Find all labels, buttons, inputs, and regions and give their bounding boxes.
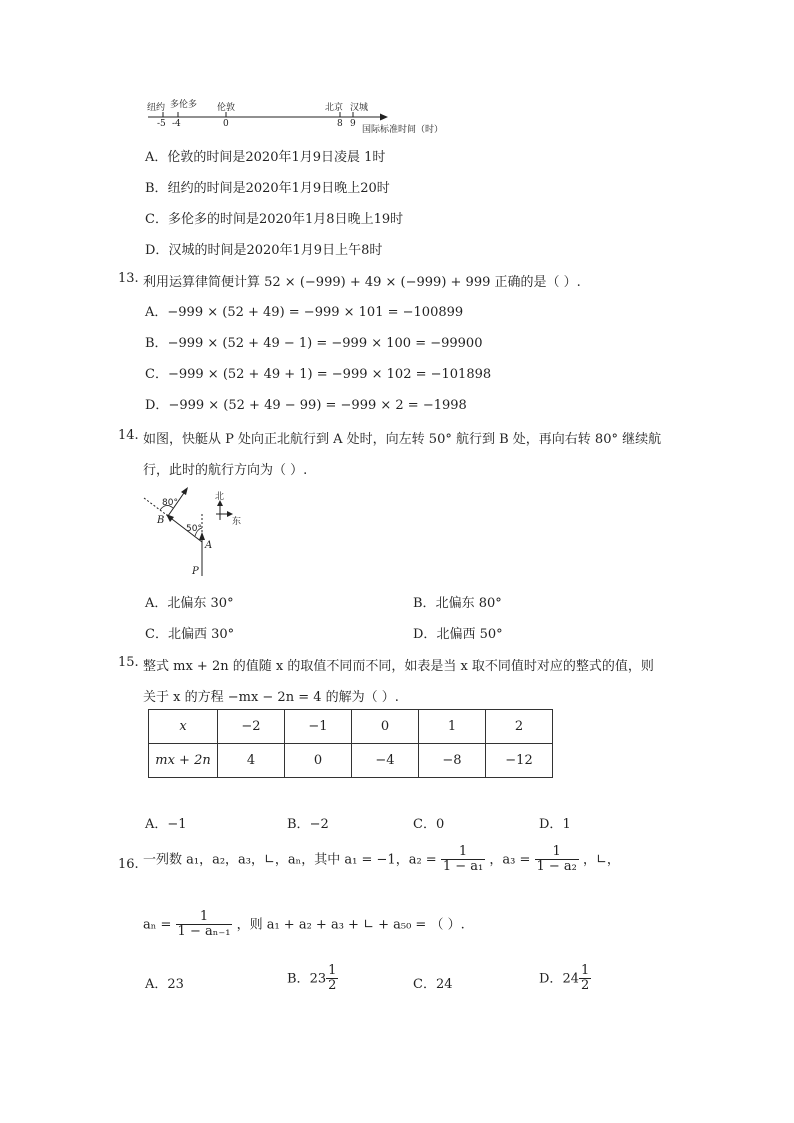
option-letter: A． — [145, 596, 168, 611]
fraction-numerator: 1 — [580, 963, 590, 978]
fraction-denominator: 1 − a₁ — [442, 859, 484, 875]
q13-option-b[interactable] — [145, 332, 482, 351]
option-text: 北偏西 50° — [436, 627, 503, 642]
option-text: 23 — [167, 977, 184, 992]
option-letter: D． — [145, 243, 169, 258]
table-cell: 0 — [352, 710, 419, 744]
table-cell: 2 — [486, 710, 553, 744]
table-cell: 4 — [218, 744, 285, 778]
option-text: 24 — [435, 977, 453, 992]
option-letter: A． — [145, 977, 168, 992]
option-text: 1 — [562, 817, 571, 832]
fraction-denominator: 1 − aₙ₋₁ — [177, 924, 231, 940]
fraction-a3 — [535, 845, 579, 875]
label-toronto: 多伦多 — [170, 100, 198, 110]
question-number: 13. — [118, 271, 139, 286]
table-cell: 1 — [419, 710, 486, 744]
option-letter: A． — [145, 150, 168, 165]
value-table — [148, 709, 553, 778]
question-stem-line2 — [143, 910, 465, 940]
option-text: 北偏东 80° — [435, 596, 502, 611]
compass-north-label: 北 — [215, 492, 225, 502]
option-letter: A． — [145, 305, 168, 320]
q13-option-c[interactable] — [145, 363, 491, 382]
option-letter: D． — [413, 627, 437, 642]
fraction-numerator: 1 — [328, 963, 337, 978]
question-number: 15. — [118, 655, 139, 670]
question-stem-line1 — [143, 845, 620, 875]
option-letter: C． — [145, 212, 168, 227]
angle-label-80: 80° — [162, 498, 178, 508]
question-stem: 利用运算律简便计算 52 × (−999) + 49 × (−999) + 999 正确的是（ ）. — [143, 275, 581, 290]
option-text: 纽约的时间是2020年1月9日晚上20时 — [167, 181, 390, 196]
point-p-label: P — [192, 566, 199, 577]
fraction-an — [176, 910, 233, 940]
fraction-denominator: 2 — [328, 978, 337, 994]
axis-label: 国际标准时间（时） — [362, 125, 444, 135]
q12-option-b[interactable] — [145, 177, 390, 196]
point-b-label: B — [157, 515, 165, 526]
option-letter: C． — [413, 977, 436, 992]
option-letter: B． — [287, 817, 310, 832]
label-newyork: 纽约 — [147, 103, 166, 113]
stem-text: ，则 a₁ + a₂ + a₃ + ∟ + a₅₀ = （ ）. — [236, 917, 465, 933]
number-line-arrow — [380, 114, 388, 121]
fraction-denominator: 1 − a₂ — [536, 859, 577, 875]
mixed-whole: 24 — [562, 971, 579, 987]
q16-option-c[interactable] — [413, 973, 453, 992]
option-letter: B． — [145, 181, 168, 196]
fraction-numerator: 1 — [176, 910, 233, 925]
option-text: −999 × (52 + 49) = −999 × 101 = −100899 — [167, 305, 464, 320]
option-letter: B． — [145, 336, 168, 351]
option-letter: D． — [539, 817, 563, 832]
question-stem-line1: 整式 mx + 2n 的值随 x 的取值不同而不同，如表是当 x 取不同值时对应的整式的值，则 — [143, 659, 654, 674]
q14-option-c[interactable] — [145, 623, 234, 642]
tick-label-london: 0 — [223, 119, 229, 129]
option-text: 伦敦的时间是2020年1月9日凌晨 1时 — [167, 150, 386, 165]
q15-option-a[interactable] — [145, 813, 187, 832]
q14-option-b[interactable] — [413, 592, 502, 611]
arrow-onward — [181, 487, 188, 495]
option-letter: C． — [145, 367, 168, 382]
option-text: −999 × (52 + 49 + 1) = −999 × 102 = −101898 — [167, 367, 492, 382]
stem-text: aₙ = — [143, 917, 172, 933]
q15-option-d[interactable] — [539, 813, 571, 832]
tick-label-seoul: 9 — [350, 119, 356, 129]
option-letter: B． — [413, 596, 436, 611]
q13-option-a[interactable] — [145, 301, 463, 320]
q14-option-d[interactable] — [413, 623, 503, 642]
angle-label-50: 50° — [186, 524, 202, 534]
table-row — [149, 744, 553, 778]
option-letter: B． — [287, 971, 310, 987]
option-letter: D． — [539, 971, 563, 987]
stem-text: ，a₃ = — [489, 852, 531, 868]
mixed-fraction — [579, 964, 591, 994]
option-letter: C． — [413, 817, 436, 832]
mixed-fraction — [326, 964, 338, 994]
stem-text: 一列数 a₁，a₂，a₃，∟，aₙ，其中 a₁ = −1，a₂ = — [143, 852, 437, 868]
label-seoul: 汉城 — [350, 103, 369, 113]
fraction-numerator: 1 — [441, 845, 485, 860]
q15-option-c[interactable] — [413, 813, 444, 832]
q15-option-b[interactable] — [287, 813, 329, 832]
table-cell: −12 — [486, 744, 553, 778]
mixed-whole: 23 — [309, 971, 327, 987]
stem-text: ，∟， — [583, 852, 620, 868]
q12-option-c[interactable] — [145, 208, 403, 227]
q12-option-d[interactable] — [145, 239, 382, 258]
table-cell: x — [149, 710, 218, 744]
q16-option-d[interactable] — [539, 964, 591, 994]
option-letter: A． — [145, 817, 168, 832]
question-stem-line2: 行，此时的航行方向为（ ）. — [143, 463, 308, 478]
option-text: 北偏西 30° — [167, 627, 235, 642]
option-text: −999 × (52 + 49 − 1) = −999 × 100 = −99900 — [167, 336, 483, 351]
option-text: 多伦多的时间是2020年1月8日晚上19时 — [167, 212, 404, 227]
question-stem-line2: 关于 x 的方程 −mx − 2n = 4 的解为（ ）. — [143, 690, 399, 705]
question-number: 14. — [118, 428, 139, 443]
point-a-label: A — [205, 540, 213, 551]
table-cell: −8 — [419, 744, 486, 778]
q12-option-a[interactable] — [145, 146, 385, 165]
tick-label-toronto: -4 — [172, 119, 181, 129]
q13-option-d[interactable] — [145, 394, 467, 413]
compass-east-label: 东 — [232, 517, 242, 527]
fraction-a2 — [441, 845, 485, 875]
option-text: −2 — [309, 817, 329, 832]
option-text: 0 — [435, 817, 445, 832]
option-text: −999 × (52 + 49 − 99) = −999 × 2 = −1998 — [168, 398, 467, 413]
label-beijing: 北京 — [325, 103, 344, 113]
tick-label-newyork: -5 — [157, 119, 166, 129]
q16-option-a[interactable] — [145, 973, 184, 992]
table-cell: 0 — [285, 744, 352, 778]
question-stem-line1: 如图，快艇从 P 处向正北航行到 A 处时，向左转 50° 航行到 B 处，再向右转 80° 继续航 — [143, 432, 662, 447]
table-row — [149, 710, 553, 744]
table-cell: −1 — [285, 710, 352, 744]
question-number: 16. — [118, 857, 139, 872]
option-text: 汉城的时间是2020年1月9日上午8时 — [168, 243, 383, 258]
table-cell: mx + 2n — [149, 744, 218, 778]
q16-option-b[interactable] — [287, 964, 338, 994]
option-text: −1 — [167, 817, 187, 832]
table-cell: −2 — [218, 710, 285, 744]
fraction-numerator: 1 — [535, 845, 579, 860]
number-line-svg — [0, 0, 794, 140]
option-text: 北偏东 30° — [167, 596, 234, 611]
table-cell: −4 — [352, 744, 419, 778]
tick-label-beijing: 8 — [337, 119, 343, 129]
option-letter: C． — [145, 627, 168, 642]
q14-option-a[interactable] — [145, 592, 234, 611]
fraction-denominator: 2 — [580, 978, 590, 994]
label-london: 伦敦 — [217, 103, 236, 113]
option-letter: D． — [145, 398, 169, 413]
